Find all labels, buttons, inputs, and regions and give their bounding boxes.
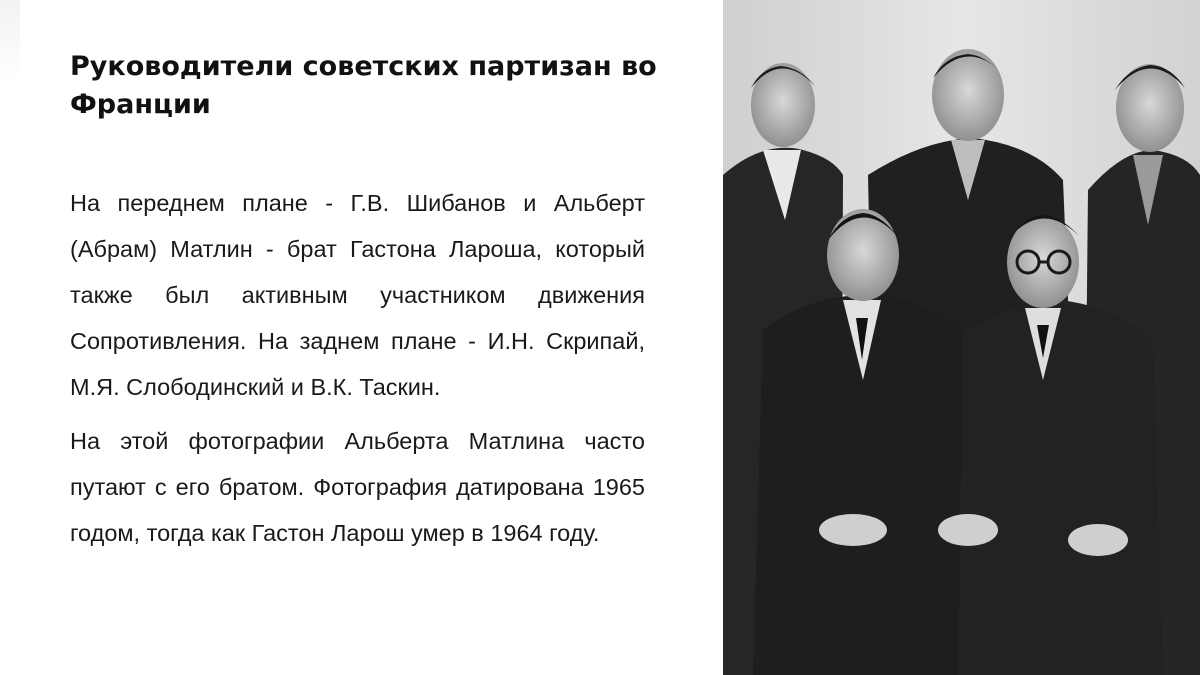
slide-title: Руководители советских партизан во Франции [70, 51, 657, 120]
slide-body [70, 180, 645, 564]
paragraph-1: На переднем плане - Г.В. Шибанов и Альберт (Абрам) Матлин - брат Гастона Лароша, который также был активным участником движения Сопротивления. На заднем плане - И.Н. Скрипай, М.Я. Слободинский и В.К. Таскин. [70, 190, 645, 400]
paragraph-2: На этой фотографии Альберта Матлина часто путают с его братом. Фотография датирована 1965 годом, тогда как Гастон Ларош умер в 1964 году. [70, 428, 645, 546]
group-photo [723, 0, 1200, 675]
corner-decoration [0, 0, 20, 80]
